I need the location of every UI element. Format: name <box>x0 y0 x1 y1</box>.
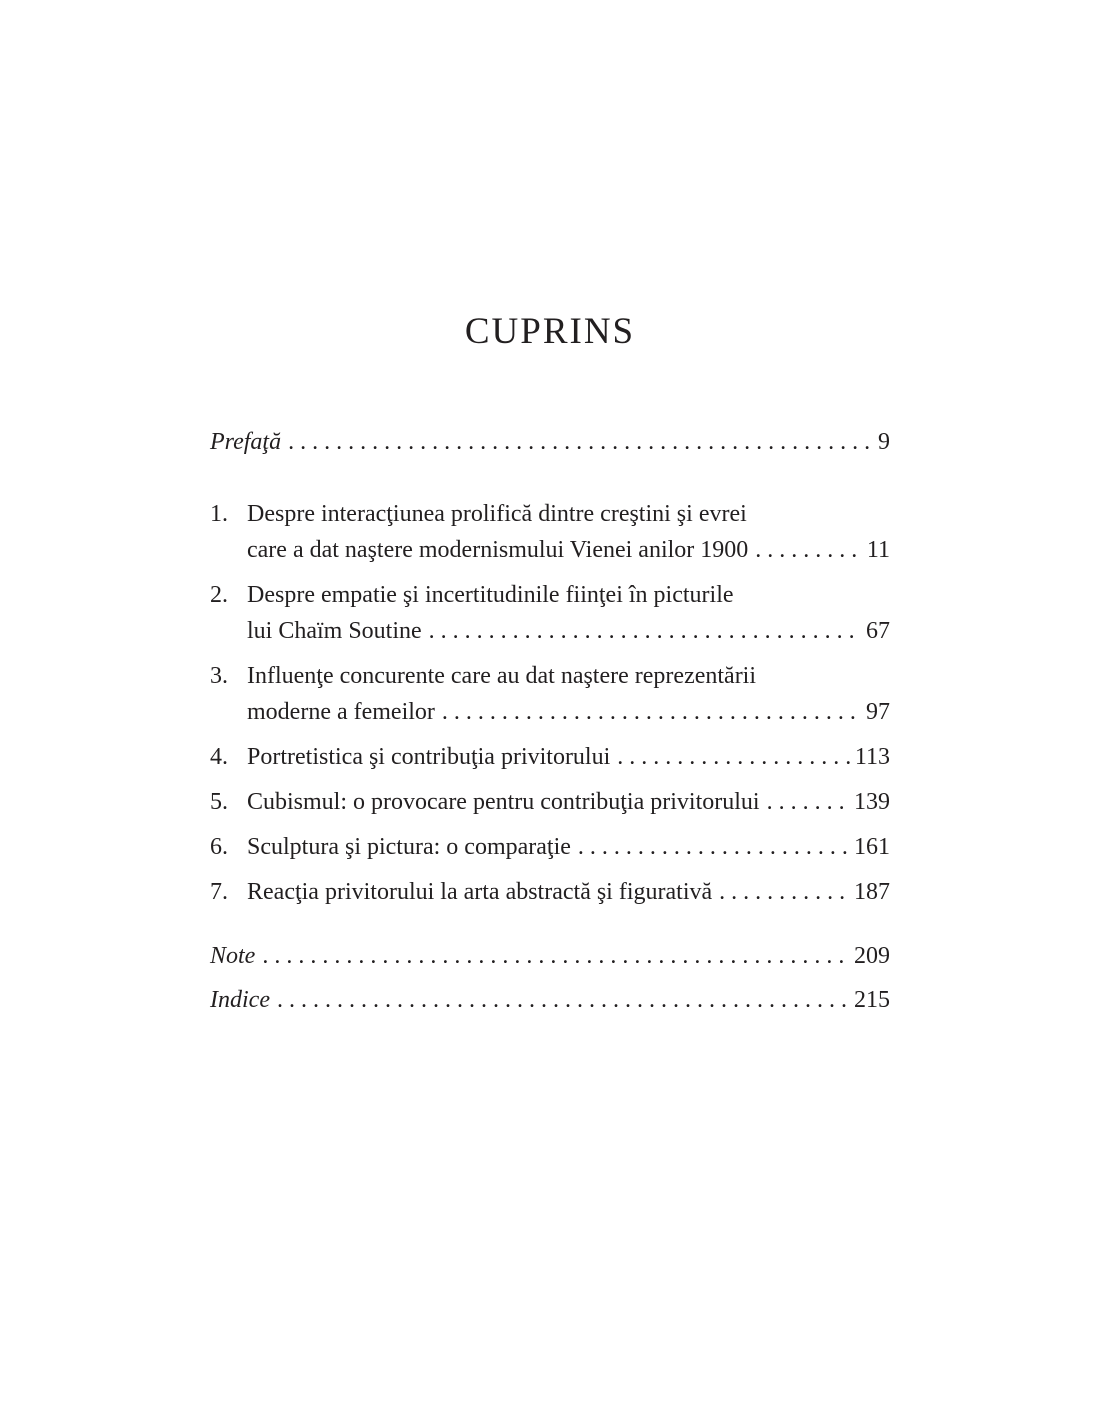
entry-body <box>247 739 890 775</box>
entry-number: 3. <box>210 663 228 689</box>
entry-text: Reacţia privitorului la arta abstractă şi figurativă <box>247 879 713 905</box>
entry-text-line1: Despre interacţiunea prolifică dintre creştini şi evrei <box>247 501 747 527</box>
entry-label: Prefaţă <box>210 429 282 455</box>
entry-body <box>247 874 890 910</box>
page-number: 215 <box>854 987 890 1013</box>
toc-entry-1 <box>210 496 890 568</box>
dot-leader <box>429 613 861 649</box>
toc-content <box>210 0 890 1018</box>
page-number: 67 <box>866 618 890 644</box>
toc-entry-5 <box>210 784 890 820</box>
toc-entry-4 <box>210 739 890 775</box>
entry-text-line2: moderne a femeilor <box>247 699 435 725</box>
entry-row <box>247 739 890 775</box>
entry-row <box>247 874 890 910</box>
entry-label: Indice <box>210 987 270 1013</box>
entry-body <box>247 829 890 865</box>
entry-number: 2. <box>210 582 228 608</box>
entry-text-line1: Influenţe concurente care au dat naştere reprezentării <box>247 663 757 689</box>
page-number: 209 <box>854 943 890 969</box>
entry-label: Note <box>210 943 256 969</box>
toc-entry-3 <box>210 658 890 730</box>
entry-row <box>247 784 890 820</box>
page-number: 11 <box>866 537 890 563</box>
toc-entry-6 <box>210 829 890 865</box>
entry-number: 7. <box>210 879 228 905</box>
entry-row <box>247 829 890 865</box>
entry-text-line2: care a dat naştere modernismului Vienei anilor 1900 <box>247 537 749 563</box>
entry-number: 5. <box>210 789 228 815</box>
entry-row <box>247 694 890 730</box>
dot-leader <box>767 784 849 820</box>
dot-leader <box>262 938 849 974</box>
entry-text: Portretistica şi contribuţia privitorului <box>247 744 611 770</box>
entry-body <box>247 496 890 568</box>
entry-row <box>247 532 890 568</box>
toc-row-indice <box>210 982 890 1018</box>
entry-text: Sculptura şi pictura: o comparaţie <box>247 834 571 860</box>
entry-body <box>247 784 890 820</box>
page-number: 9 <box>878 429 890 455</box>
entry-body <box>247 577 890 649</box>
page-title: CUPRINS <box>464 311 636 352</box>
page-number: 97 <box>866 699 890 725</box>
dot-leader <box>719 874 849 910</box>
dot-leader <box>442 694 861 730</box>
entry-number: 4. <box>210 744 228 770</box>
page-number: 139 <box>854 789 890 815</box>
toc-entry-2 <box>210 577 890 649</box>
entry-text-line2: lui Chaïm Soutine <box>247 618 422 644</box>
dot-leader <box>578 829 849 865</box>
toc-entry-7 <box>210 874 890 910</box>
entry-body <box>247 658 890 730</box>
page-number: 161 <box>854 834 890 860</box>
page-number: 113 <box>854 744 890 770</box>
backmatter <box>210 938 890 1018</box>
page-number: 187 <box>854 879 890 905</box>
toc-row-prefata <box>210 424 890 460</box>
dot-leader <box>755 532 862 568</box>
dot-leader <box>288 424 873 460</box>
entry-text: Cubismul: o provocare pentru contribuţia privitorului <box>247 789 760 815</box>
entry-text-line1: Despre empatie şi incertitudinile fiinţei în picturile <box>247 582 734 608</box>
entry-number: 1. <box>210 501 228 527</box>
dot-leader <box>617 739 850 775</box>
entry-row <box>247 613 890 649</box>
entry-number: 6. <box>210 834 228 860</box>
dot-leader <box>277 982 849 1018</box>
toc-row-note <box>210 938 890 974</box>
